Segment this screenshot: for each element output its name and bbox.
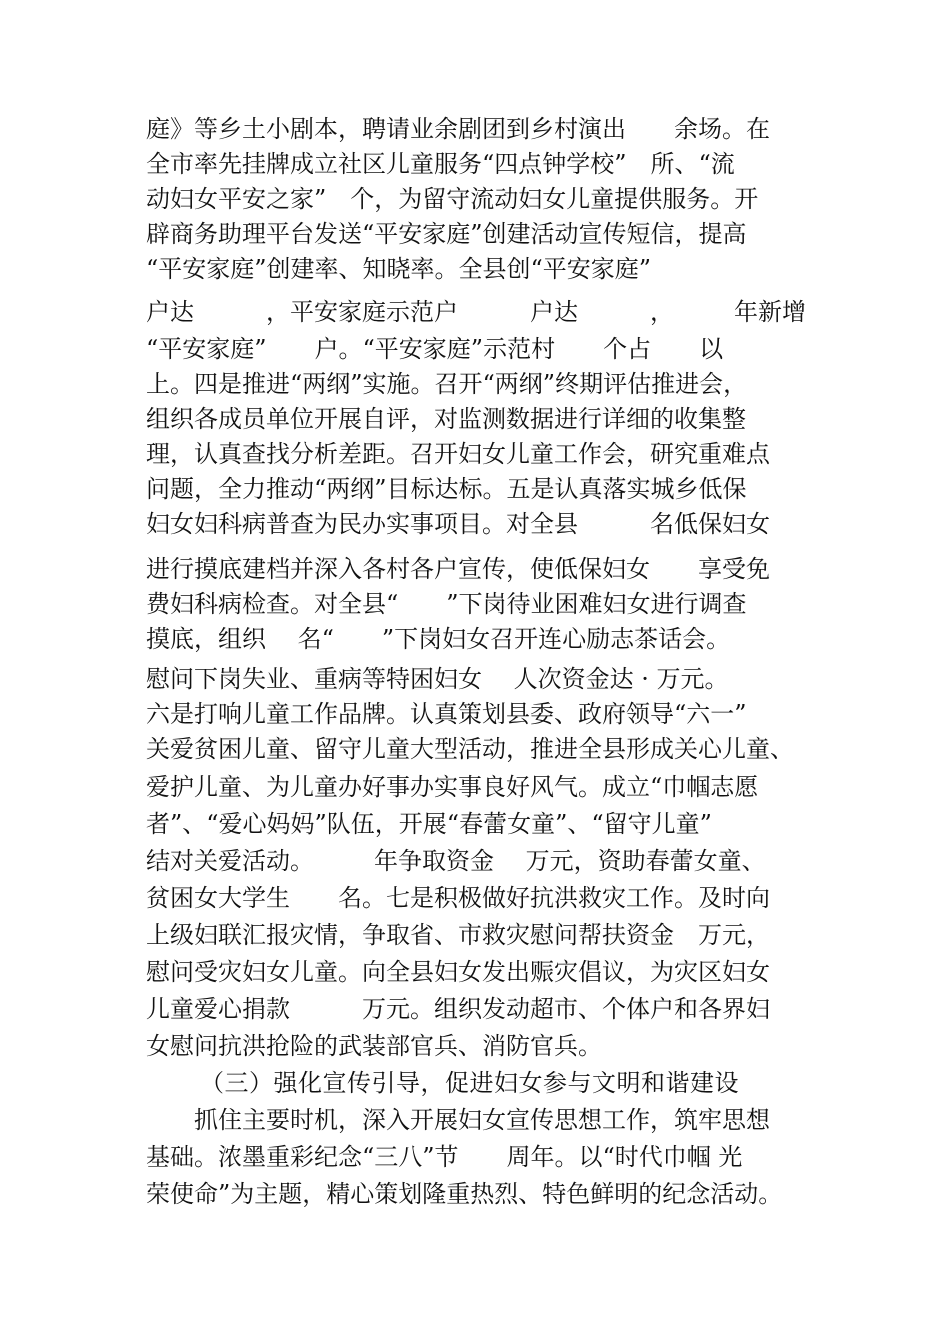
body-text-line: 慰问受灾妇女儿童。向全县妇女发出赈灾倡议，为灾区妇女 xyxy=(146,958,770,986)
body-text-line: 动妇女平安之家” 个，为留守流动妇女儿童提供服务。开 xyxy=(146,185,759,213)
body-text-line: 荣使命”为主题，精心策划隆重热烈、特色鲜明的纪念活动。 xyxy=(146,1180,783,1208)
body-text-line: 庭》等乡土小剧本，聘请业余剧团到乡村演出 余场。在 xyxy=(146,115,770,143)
body-text-line: 辟商务助理平台发送“平安家庭”创建活动宣传短信，提高 xyxy=(146,220,747,248)
body-text-line: 六是打响儿童工作品牌。认真策划县委、政府领导“六一” xyxy=(146,700,747,728)
body-text-line: “平安家庭”创建率、知晓率。全县创“平安家庭” xyxy=(146,255,652,283)
body-text-line: 儿童爱心捐款 万元。组织发动超市、个体户和各界妇 xyxy=(146,995,770,1023)
body-text-line: 抓住主要时机，深入开展妇女宣传思想工作，筑牢思想 xyxy=(194,1106,770,1134)
body-text-line: 进行摸底建档并深入各村各户宣传，使低保妇女 享受免 xyxy=(146,555,770,583)
body-text-line: 理，认真查找分析差距。召开妇女儿童工作会，研究重难点 xyxy=(146,440,770,468)
body-text-line: 关爱贫困儿童、留守儿童大型活动，推进全县形成关心儿童、 xyxy=(146,735,794,763)
body-text-line: 基础。浓墨重彩纪念“三八”节 周年。以“时代巾帼 光 xyxy=(146,1143,743,1171)
body-text-line: 者”、“爱心妈妈”队伍，开展“春蕾女童”、“留守儿童” xyxy=(146,810,712,838)
body-text-line: 结对关爱活动。 年争取资金 万元，资助春蕾女童、 xyxy=(146,847,766,875)
body-text-line: 上级妇联汇报灾情，争取省、市救灾慰问帮扶资金 万元， xyxy=(146,921,770,949)
body-text-line: 上。四是推进“两纲”实施。召开“两纲”终期评估推进会， xyxy=(146,370,748,398)
body-text-line: 女慰问抗洪抢险的武装部官兵、消防官兵。 xyxy=(146,1032,602,1060)
body-text-line: 妇女妇科病普查为民办实事项目。对全县 名低保妇女 xyxy=(146,510,770,538)
body-text-line: 摸底，组织 名“ ”下岗妇女召开连心励志茶话会。 xyxy=(146,625,731,653)
body-text-line: “平安家庭” 户。“平安家庭”示范村 个占 以 xyxy=(146,335,724,363)
body-text-line: 问题，全力推动“两纲”目标达标。五是认真落实城乡低保 xyxy=(146,475,747,503)
section-heading: （三）强化宣传引导，促进妇女参与文明和谐建设 xyxy=(200,1069,739,1097)
body-text-line: 户达 ，平安家庭示范户 户达 ， 年新增 xyxy=(146,298,806,326)
body-text-line: 费妇科病检查。对全县“ ”下岗待业困难妇女进行调查 xyxy=(146,590,747,618)
body-text-line: 组织各成员单位开展自评，对监测数据进行详细的收集整 xyxy=(146,405,746,433)
body-text-line: 慰问下岗失业、重病等特困妇女 人次资金达 · 万元。 xyxy=(146,665,729,693)
body-text-line: 贫困女大学生 名。七是积极做好抗洪救灾工作。及时向 xyxy=(146,884,770,912)
body-text-line: 爱护儿童、为儿童办好事办实事良好风气。成立“巾帼志愿 xyxy=(146,773,759,801)
body-text-line: 全市率先挂牌成立社区儿童服务“四点钟学校” 所、“流 xyxy=(146,150,735,178)
